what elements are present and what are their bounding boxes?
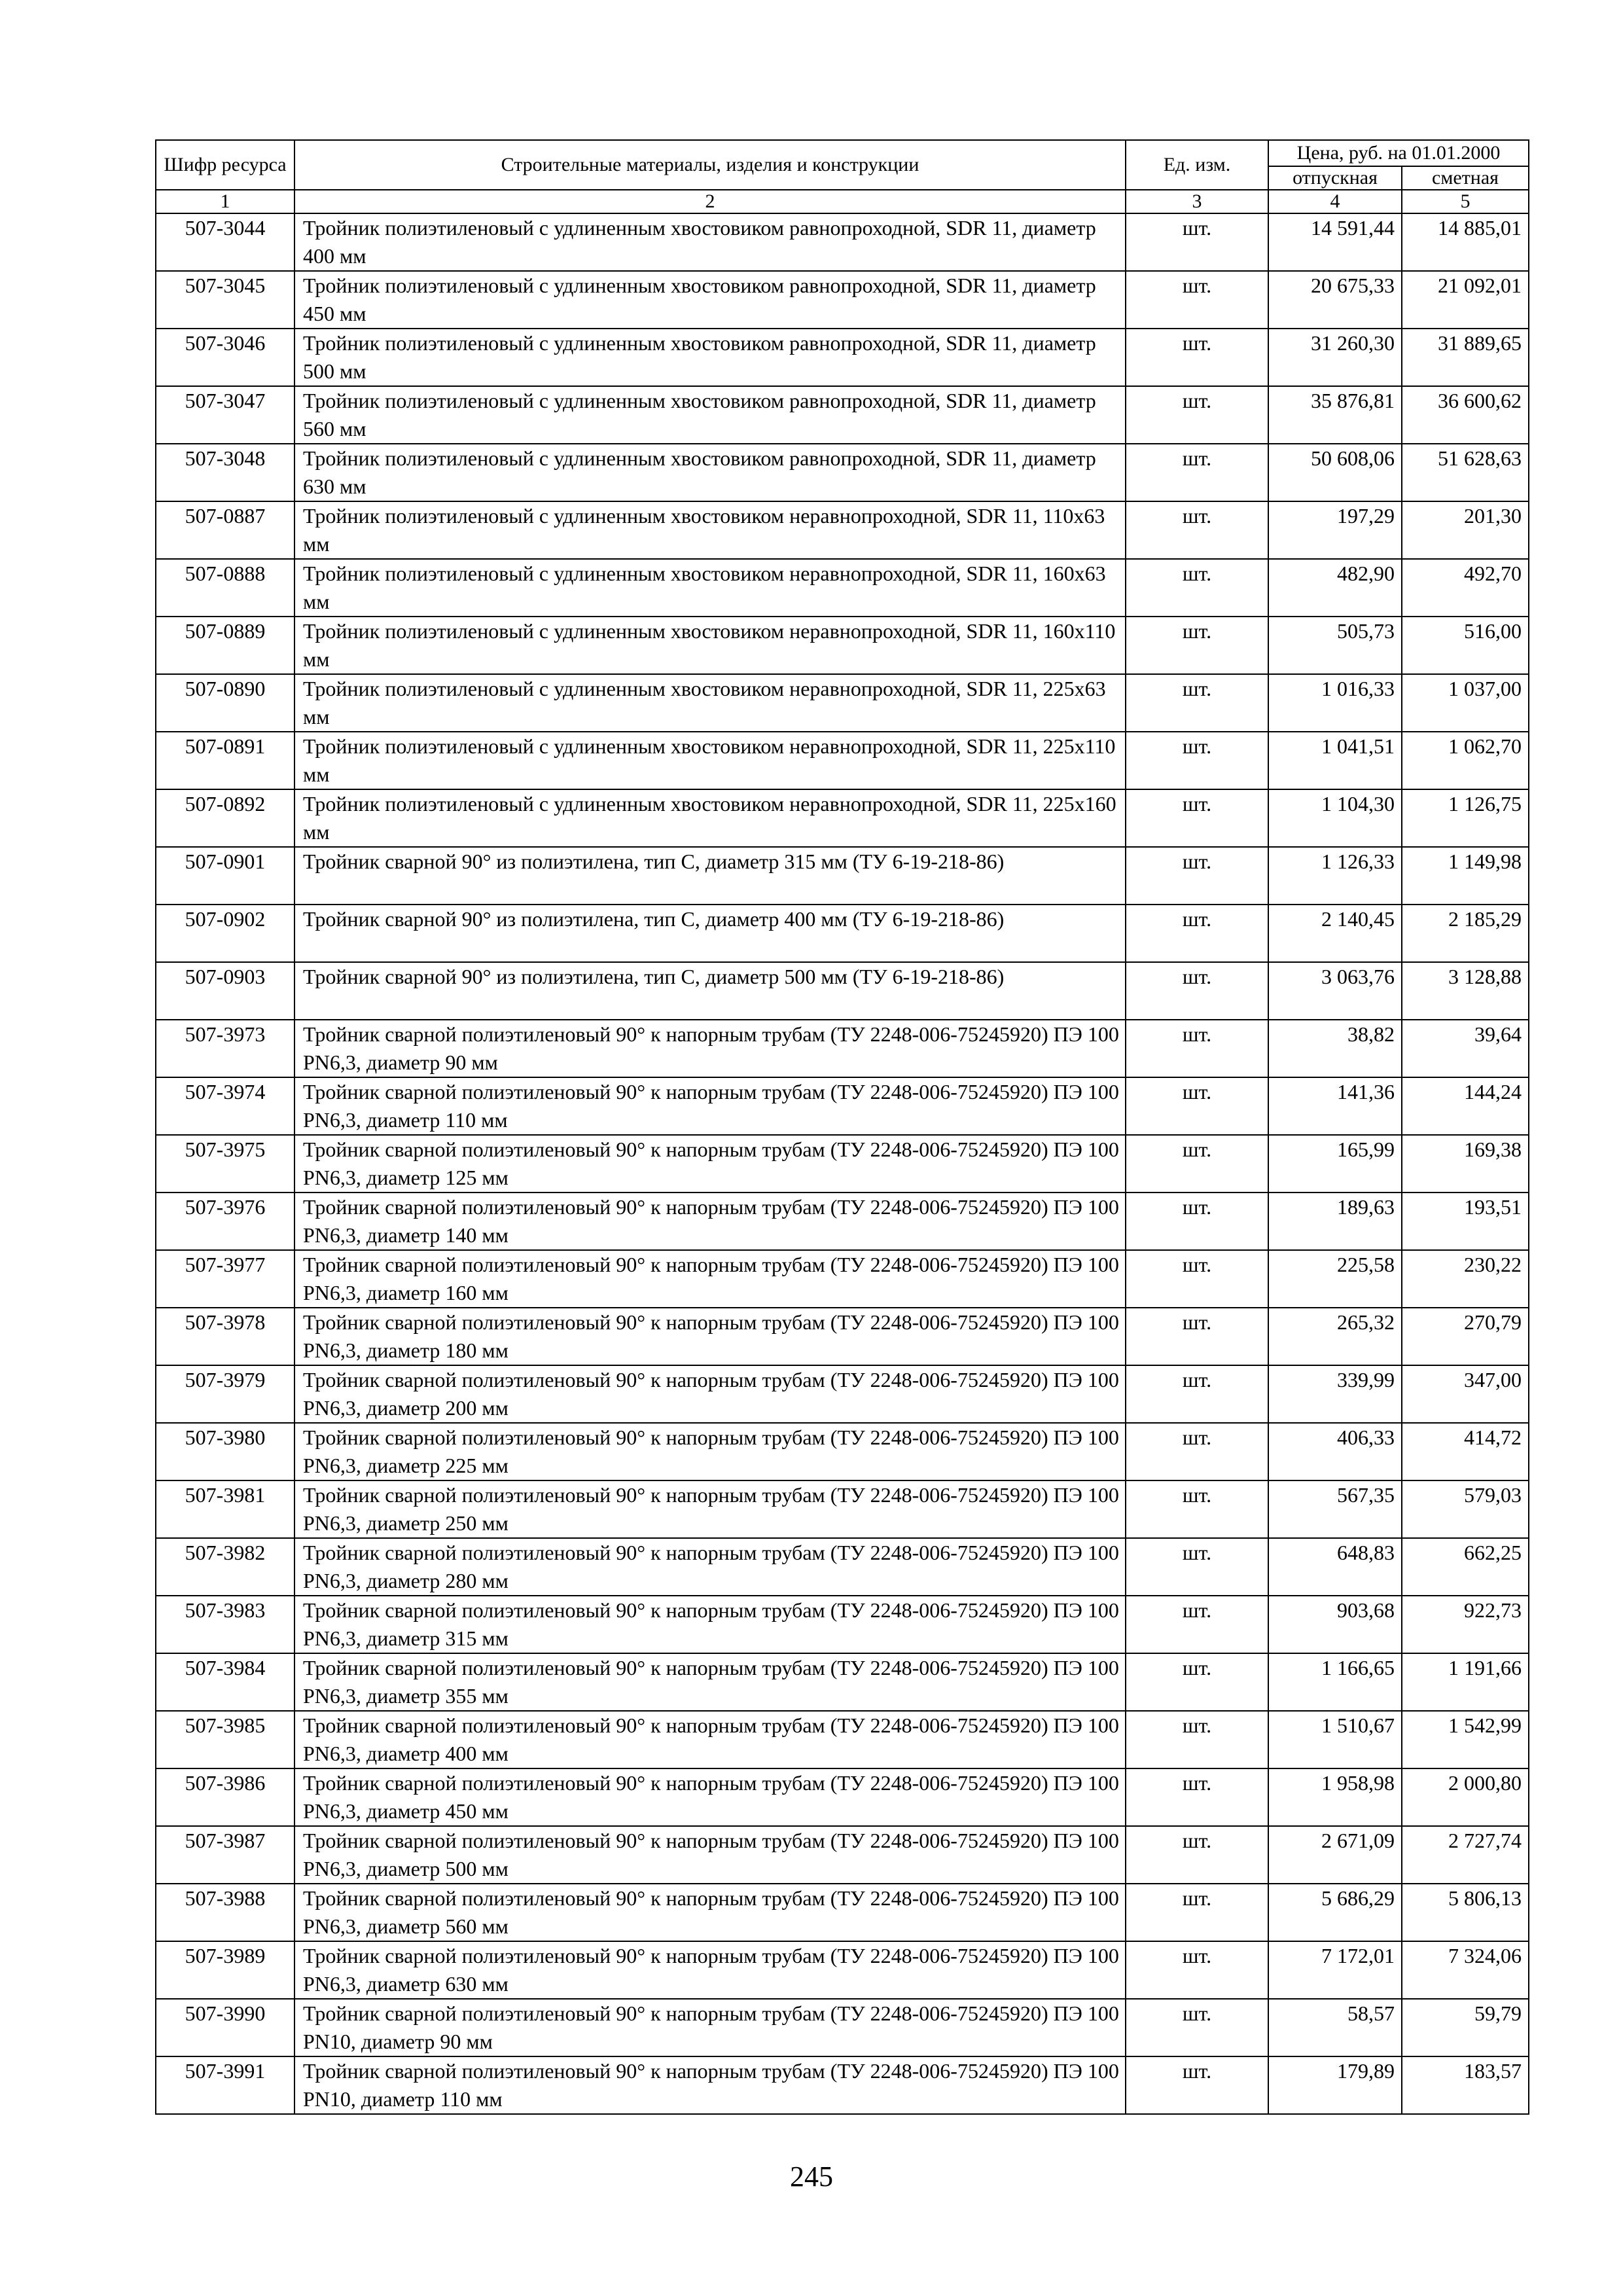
- resource-code-cell: 507-0890: [156, 674, 294, 732]
- table-row: [156, 1596, 1529, 1653]
- estimate-price-cell: 169,38: [1402, 1135, 1529, 1193]
- release-price-cell: 2 671,09: [1268, 1826, 1402, 1884]
- resource-code-cell: 507-3974: [156, 1077, 294, 1135]
- release-price-cell: 903,68: [1268, 1596, 1402, 1653]
- material-name-cell: Тройник сварной 90° из полиэтилена, тип С, диаметр 400 мм (ТУ 6-19-218-86): [294, 905, 1126, 962]
- unit-cell: шт.: [1126, 1308, 1268, 1365]
- material-name-cell: Тройник сварной полиэтиленовый 90° к напорным трубам (ТУ 2248-006-75245920) ПЭ 100 PN6,3, диаметр 500 мм: [294, 1826, 1126, 1884]
- material-name-cell: Тройник сварной полиэтиленовый 90° к напорным трубам (ТУ 2248-006-75245920) ПЭ 100 PN6,3, диаметр 355 мм: [294, 1653, 1126, 1711]
- release-price-cell: 339,99: [1268, 1365, 1402, 1423]
- estimate-price-cell: 1 126,75: [1402, 789, 1529, 847]
- resource-code-cell: 507-3047: [156, 386, 294, 444]
- estimate-price-cell: 1 191,66: [1402, 1653, 1529, 1711]
- estimate-price-cell: 3 128,88: [1402, 962, 1529, 1020]
- estimate-price-cell: 36 600,62: [1402, 386, 1529, 444]
- table-row: [156, 1423, 1529, 1480]
- table-row: [156, 1884, 1529, 1941]
- release-price-cell: 197,29: [1268, 501, 1402, 559]
- release-price-cell: 3 063,76: [1268, 962, 1402, 1020]
- release-price-cell: 1 510,67: [1268, 1711, 1402, 1768]
- header-col-number: 3: [1126, 190, 1268, 213]
- release-price-cell: 1 166,65: [1268, 1653, 1402, 1711]
- resource-code-cell: 507-3973: [156, 1020, 294, 1077]
- resource-code-cell: 507-3976: [156, 1193, 294, 1250]
- estimate-price-cell: 59,79: [1402, 1999, 1529, 2056]
- unit-cell: шт.: [1126, 1941, 1268, 1999]
- release-price-cell: 225,58: [1268, 1250, 1402, 1308]
- material-name-cell: Тройник полиэтиленовый с удлиненным хвостовиком неравнопроходной, SDR 11, 160х63 мм: [294, 559, 1126, 617]
- unit-cell: шт.: [1126, 1480, 1268, 1538]
- table-row: [156, 559, 1529, 617]
- estimate-price-cell: 922,73: [1402, 1596, 1529, 1653]
- release-price-cell: 189,63: [1268, 1193, 1402, 1250]
- table-row: [156, 1308, 1529, 1365]
- header-price-group: Цена, руб. на 01.01.2000: [1268, 140, 1529, 166]
- release-price-cell: 505,73: [1268, 617, 1402, 674]
- estimate-price-cell: 39,64: [1402, 1020, 1529, 1077]
- unit-cell: шт.: [1126, 617, 1268, 674]
- estimate-price-cell: 21 092,01: [1402, 271, 1529, 329]
- material-name-cell: Тройник сварной полиэтиленовый 90° к напорным трубам (ТУ 2248-006-75245920) ПЭ 100 PN6,3, диаметр 250 мм: [294, 1480, 1126, 1538]
- material-name-cell: Тройник сварной полиэтиленовый 90° к напорным трубам (ТУ 2248-006-75245920) ПЭ 100 PN6,3, диаметр 450 мм: [294, 1768, 1126, 1826]
- material-name-cell: Тройник полиэтиленовый с удлиненным хвостовиком неравнопроходной, SDR 11, 225х160 мм: [294, 789, 1126, 847]
- table-header: [156, 140, 1529, 213]
- material-name-cell: Тройник полиэтиленовый с удлиненным хвостовиком равнопроходной, SDR 11, диаметр 500 мм: [294, 329, 1126, 386]
- estimate-price-cell: 230,22: [1402, 1250, 1529, 1308]
- release-price-cell: 1 126,33: [1268, 847, 1402, 905]
- estimate-price-cell: 1 037,00: [1402, 674, 1529, 732]
- header-col-number: 4: [1268, 190, 1402, 213]
- table-row: [156, 847, 1529, 905]
- unit-cell: шт.: [1126, 1077, 1268, 1135]
- table-row: [156, 1480, 1529, 1538]
- unit-cell: шт.: [1126, 2056, 1268, 2114]
- unit-cell: шт.: [1126, 213, 1268, 271]
- estimate-price-cell: 51 628,63: [1402, 444, 1529, 501]
- resource-code-cell: 507-3984: [156, 1653, 294, 1711]
- unit-cell: шт.: [1126, 271, 1268, 329]
- release-price-cell: 5 686,29: [1268, 1884, 1402, 1941]
- release-price-cell: 648,83: [1268, 1538, 1402, 1596]
- unit-cell: шт.: [1126, 1711, 1268, 1768]
- table-row: [156, 1193, 1529, 1250]
- material-name-cell: Тройник полиэтиленовый с удлиненным хвостовиком неравнопроходной, SDR 11, 225х63 мм: [294, 674, 1126, 732]
- release-price-cell: 141,36: [1268, 1077, 1402, 1135]
- unit-cell: шт.: [1126, 1826, 1268, 1884]
- release-price-cell: 20 675,33: [1268, 271, 1402, 329]
- material-name-cell: Тройник сварной полиэтиленовый 90° к напорным трубам (ТУ 2248-006-75245920) ПЭ 100 PN6,3, диаметр 180 мм: [294, 1308, 1126, 1365]
- table-row: [156, 1711, 1529, 1768]
- unit-cell: шт.: [1126, 847, 1268, 905]
- resource-code-cell: 507-3975: [156, 1135, 294, 1193]
- table-row: [156, 1538, 1529, 1596]
- material-name-cell: Тройник полиэтиленовый с удлиненным хвостовиком равнопроходной, SDR 11, диаметр 400 мм: [294, 213, 1126, 271]
- table-row: [156, 1077, 1529, 1135]
- resource-code-cell: 507-3990: [156, 1999, 294, 2056]
- unit-cell: шт.: [1126, 1365, 1268, 1423]
- estimate-price-cell: 662,25: [1402, 1538, 1529, 1596]
- estimate-price-cell: 414,72: [1402, 1423, 1529, 1480]
- table-row: [156, 386, 1529, 444]
- material-name-cell: Тройник полиэтиленовый с удлиненным хвостовиком равнопроходной, SDR 11, диаметр 630 мм: [294, 444, 1126, 501]
- release-price-cell: 58,57: [1268, 1999, 1402, 2056]
- material-name-cell: Тройник сварной полиэтиленовый 90° к напорным трубам (ТУ 2248-006-75245920) ПЭ 100 PN6,3, диаметр 125 мм: [294, 1135, 1126, 1193]
- estimate-price-cell: 2 000,80: [1402, 1768, 1529, 1826]
- estimate-price-cell: 2 727,74: [1402, 1826, 1529, 1884]
- material-name-cell: Тройник сварной полиэтиленовый 90° к напорным трубам (ТУ 2248-006-75245920) ПЭ 100 PN6,3, диаметр 315 мм: [294, 1596, 1126, 1653]
- unit-cell: шт.: [1126, 674, 1268, 732]
- table-row: [156, 444, 1529, 501]
- table-row: [156, 1365, 1529, 1423]
- unit-cell: шт.: [1126, 1884, 1268, 1941]
- release-price-cell: 50 608,06: [1268, 444, 1402, 501]
- unit-cell: шт.: [1126, 1538, 1268, 1596]
- resource-code-cell: 507-0889: [156, 617, 294, 674]
- table-row: [156, 1250, 1529, 1308]
- resource-code-cell: 507-0892: [156, 789, 294, 847]
- unit-cell: шт.: [1126, 1020, 1268, 1077]
- release-price-cell: 482,90: [1268, 559, 1402, 617]
- unit-cell: шт.: [1126, 559, 1268, 617]
- estimate-price-cell: 1 542,99: [1402, 1711, 1529, 1768]
- release-price-cell: 1 958,98: [1268, 1768, 1402, 1826]
- release-price-cell: 265,32: [1268, 1308, 1402, 1365]
- estimate-price-cell: 5 806,13: [1402, 1884, 1529, 1941]
- unit-cell: шт.: [1126, 732, 1268, 789]
- estimate-price-cell: 579,03: [1402, 1480, 1529, 1538]
- header-col-number: 5: [1402, 190, 1529, 213]
- material-name-cell: Тройник сварной 90° из полиэтилена, тип С, диаметр 315 мм (ТУ 6-19-218-86): [294, 847, 1126, 905]
- material-name-cell: Тройник сварной полиэтиленовый 90° к напорным трубам (ТУ 2248-006-75245920) ПЭ 100 PN6,3, диаметр 90 мм: [294, 1020, 1126, 1077]
- header-price-release: отпускная: [1268, 166, 1402, 190]
- resource-code-cell: 507-3981: [156, 1480, 294, 1538]
- table-row: [156, 1826, 1529, 1884]
- resource-code-cell: 507-0901: [156, 847, 294, 905]
- release-price-cell: 1 016,33: [1268, 674, 1402, 732]
- resource-code-cell: 507-3988: [156, 1884, 294, 1941]
- material-name-cell: Тройник сварной полиэтиленовый 90° к напорным трубам (ТУ 2248-006-75245920) ПЭ 100 PN6,3, диаметр 400 мм: [294, 1711, 1126, 1768]
- table-row: [156, 271, 1529, 329]
- release-price-cell: 165,99: [1268, 1135, 1402, 1193]
- unit-cell: шт.: [1126, 329, 1268, 386]
- estimate-price-cell: 183,57: [1402, 2056, 1529, 2114]
- release-price-cell: 1 041,51: [1268, 732, 1402, 789]
- resource-code-cell: 507-3985: [156, 1711, 294, 1768]
- table-row: [156, 501, 1529, 559]
- header-code: Шифр ресурса: [156, 140, 294, 190]
- table-row: [156, 1768, 1529, 1826]
- header-name: Строительные материалы, изделия и конструкции: [294, 140, 1126, 190]
- resource-code-cell: 507-3982: [156, 1538, 294, 1596]
- unit-cell: шт.: [1126, 905, 1268, 962]
- material-name-cell: Тройник сварной полиэтиленовый 90° к напорным трубам (ТУ 2248-006-75245920) ПЭ 100 PN6,3, диаметр 630 мм: [294, 1941, 1126, 1999]
- header-price-estimate: сметная: [1402, 166, 1529, 190]
- unit-cell: шт.: [1126, 962, 1268, 1020]
- estimate-price-cell: 14 885,01: [1402, 213, 1529, 271]
- resource-code-cell: 507-3044: [156, 213, 294, 271]
- unit-cell: шт.: [1126, 1250, 1268, 1308]
- estimate-price-cell: 270,79: [1402, 1308, 1529, 1365]
- resource-code-cell: 507-0902: [156, 905, 294, 962]
- material-name-cell: Тройник сварной 90° из полиэтилена, тип С, диаметр 500 мм (ТУ 6-19-218-86): [294, 962, 1126, 1020]
- estimate-price-cell: 1 062,70: [1402, 732, 1529, 789]
- resource-code-cell: 507-3980: [156, 1423, 294, 1480]
- table-row: [156, 1135, 1529, 1193]
- material-name-cell: Тройник полиэтиленовый с удлиненным хвостовиком неравнопроходной, SDR 11, 110х63 мм: [294, 501, 1126, 559]
- estimate-price-cell: 7 324,06: [1402, 1941, 1529, 1999]
- resource-code-cell: 507-0888: [156, 559, 294, 617]
- resource-code-cell: 507-3977: [156, 1250, 294, 1308]
- release-price-cell: 38,82: [1268, 1020, 1402, 1077]
- unit-cell: шт.: [1126, 1135, 1268, 1193]
- table-row: [156, 732, 1529, 789]
- unit-cell: шт.: [1126, 444, 1268, 501]
- unit-cell: шт.: [1126, 386, 1268, 444]
- resource-code-cell: 507-3987: [156, 1826, 294, 1884]
- table-row: [156, 789, 1529, 847]
- resource-code-cell: 507-3978: [156, 1308, 294, 1365]
- estimate-price-cell: 144,24: [1402, 1077, 1529, 1135]
- release-price-cell: 567,35: [1268, 1480, 1402, 1538]
- material-name-cell: Тройник сварной полиэтиленовый 90° к напорным трубам (ТУ 2248-006-75245920) ПЭ 100 PN6,3, диаметр 110 мм: [294, 1077, 1126, 1135]
- material-name-cell: Тройник сварной полиэтиленовый 90° к напорным трубам (ТУ 2248-006-75245920) ПЭ 100 PN10, диаметр 110 мм: [294, 2056, 1126, 2114]
- table-row: [156, 213, 1529, 271]
- table-row: [156, 1941, 1529, 1999]
- estimate-price-cell: 193,51: [1402, 1193, 1529, 1250]
- table-body: [156, 213, 1529, 2114]
- estimate-price-cell: 2 185,29: [1402, 905, 1529, 962]
- material-name-cell: Тройник сварной полиэтиленовый 90° к напорным трубам (ТУ 2248-006-75245920) ПЭ 100 PN6,3, диаметр 200 мм: [294, 1365, 1126, 1423]
- material-name-cell: Тройник полиэтиленовый с удлиненным хвостовиком равнопроходной, SDR 11, диаметр 560 мм: [294, 386, 1126, 444]
- release-price-cell: 179,89: [1268, 2056, 1402, 2114]
- header-col-number: 1: [156, 190, 294, 213]
- unit-cell: шт.: [1126, 1768, 1268, 1826]
- header-unit: Ед. изм.: [1126, 140, 1268, 190]
- unit-cell: шт.: [1126, 1423, 1268, 1480]
- material-name-cell: Тройник полиэтиленовый с удлиненным хвостовиком неравнопроходной, SDR 11, 225х110 мм: [294, 732, 1126, 789]
- material-name-cell: Тройник сварной полиэтиленовый 90° к напорным трубам (ТУ 2248-006-75245920) ПЭ 100 PN6,3, диаметр 140 мм: [294, 1193, 1126, 1250]
- unit-cell: шт.: [1126, 1653, 1268, 1711]
- material-name-cell: Тройник сварной полиэтиленовый 90° к напорным трубам (ТУ 2248-006-75245920) ПЭ 100 PN10, диаметр 90 мм: [294, 1999, 1126, 2056]
- release-price-cell: 14 591,44: [1268, 213, 1402, 271]
- release-price-cell: 1 104,30: [1268, 789, 1402, 847]
- price-table: [155, 139, 1529, 2115]
- material-name-cell: Тройник полиэтиленовый с удлиненным хвостовиком равнопроходной, SDR 11, диаметр 450 мм: [294, 271, 1126, 329]
- table-row: [156, 329, 1529, 386]
- material-name-cell: Тройник сварной полиэтиленовый 90° к напорным трубам (ТУ 2248-006-75245920) ПЭ 100 PN6,3, диаметр 225 мм: [294, 1423, 1126, 1480]
- resource-code-cell: 507-3991: [156, 2056, 294, 2114]
- resource-code-cell: 507-3979: [156, 1365, 294, 1423]
- resource-code-cell: 507-3046: [156, 329, 294, 386]
- release-price-cell: 2 140,45: [1268, 905, 1402, 962]
- resource-code-cell: 507-0887: [156, 501, 294, 559]
- resource-code-cell: 507-3989: [156, 1941, 294, 1999]
- unit-cell: шт.: [1126, 501, 1268, 559]
- table-row: [156, 674, 1529, 732]
- table-row: [156, 1020, 1529, 1077]
- release-price-cell: 31 260,30: [1268, 329, 1402, 386]
- unit-cell: шт.: [1126, 1596, 1268, 1653]
- resource-code-cell: 507-0903: [156, 962, 294, 1020]
- resource-code-cell: 507-3986: [156, 1768, 294, 1826]
- release-price-cell: 406,33: [1268, 1423, 1402, 1480]
- material-name-cell: Тройник сварной полиэтиленовый 90° к напорным трубам (ТУ 2248-006-75245920) ПЭ 100 PN6,3, диаметр 560 мм: [294, 1884, 1126, 1941]
- estimate-price-cell: 1 149,98: [1402, 847, 1529, 905]
- resource-code-cell: 507-3045: [156, 271, 294, 329]
- unit-cell: шт.: [1126, 1193, 1268, 1250]
- page-number: 245: [790, 2161, 833, 2193]
- estimate-price-cell: 516,00: [1402, 617, 1529, 674]
- resource-code-cell: 507-0891: [156, 732, 294, 789]
- estimate-price-cell: 201,30: [1402, 501, 1529, 559]
- material-name-cell: Тройник сварной полиэтиленовый 90° к напорным трубам (ТУ 2248-006-75245920) ПЭ 100 PN6,3, диаметр 160 мм: [294, 1250, 1126, 1308]
- release-price-cell: 7 172,01: [1268, 1941, 1402, 1999]
- table-row: [156, 1999, 1529, 2056]
- table-row: [156, 962, 1529, 1020]
- material-name-cell: Тройник сварной полиэтиленовый 90° к напорным трубам (ТУ 2248-006-75245920) ПЭ 100 PN6,3, диаметр 280 мм: [294, 1538, 1126, 1596]
- estimate-price-cell: 347,00: [1402, 1365, 1529, 1423]
- table-row: [156, 2056, 1529, 2114]
- unit-cell: шт.: [1126, 789, 1268, 847]
- resource-code-cell: 507-3048: [156, 444, 294, 501]
- table-row: [156, 617, 1529, 674]
- header-col-number: 2: [294, 190, 1126, 213]
- unit-cell: шт.: [1126, 1999, 1268, 2056]
- release-price-cell: 35 876,81: [1268, 386, 1402, 444]
- resource-code-cell: 507-3983: [156, 1596, 294, 1653]
- table-row: [156, 905, 1529, 962]
- material-name-cell: Тройник полиэтиленовый с удлиненным хвостовиком неравнопроходной, SDR 11, 160х110 мм: [294, 617, 1126, 674]
- estimate-price-cell: 31 889,65: [1402, 329, 1529, 386]
- table-row: [156, 1653, 1529, 1711]
- estimate-price-cell: 492,70: [1402, 559, 1529, 617]
